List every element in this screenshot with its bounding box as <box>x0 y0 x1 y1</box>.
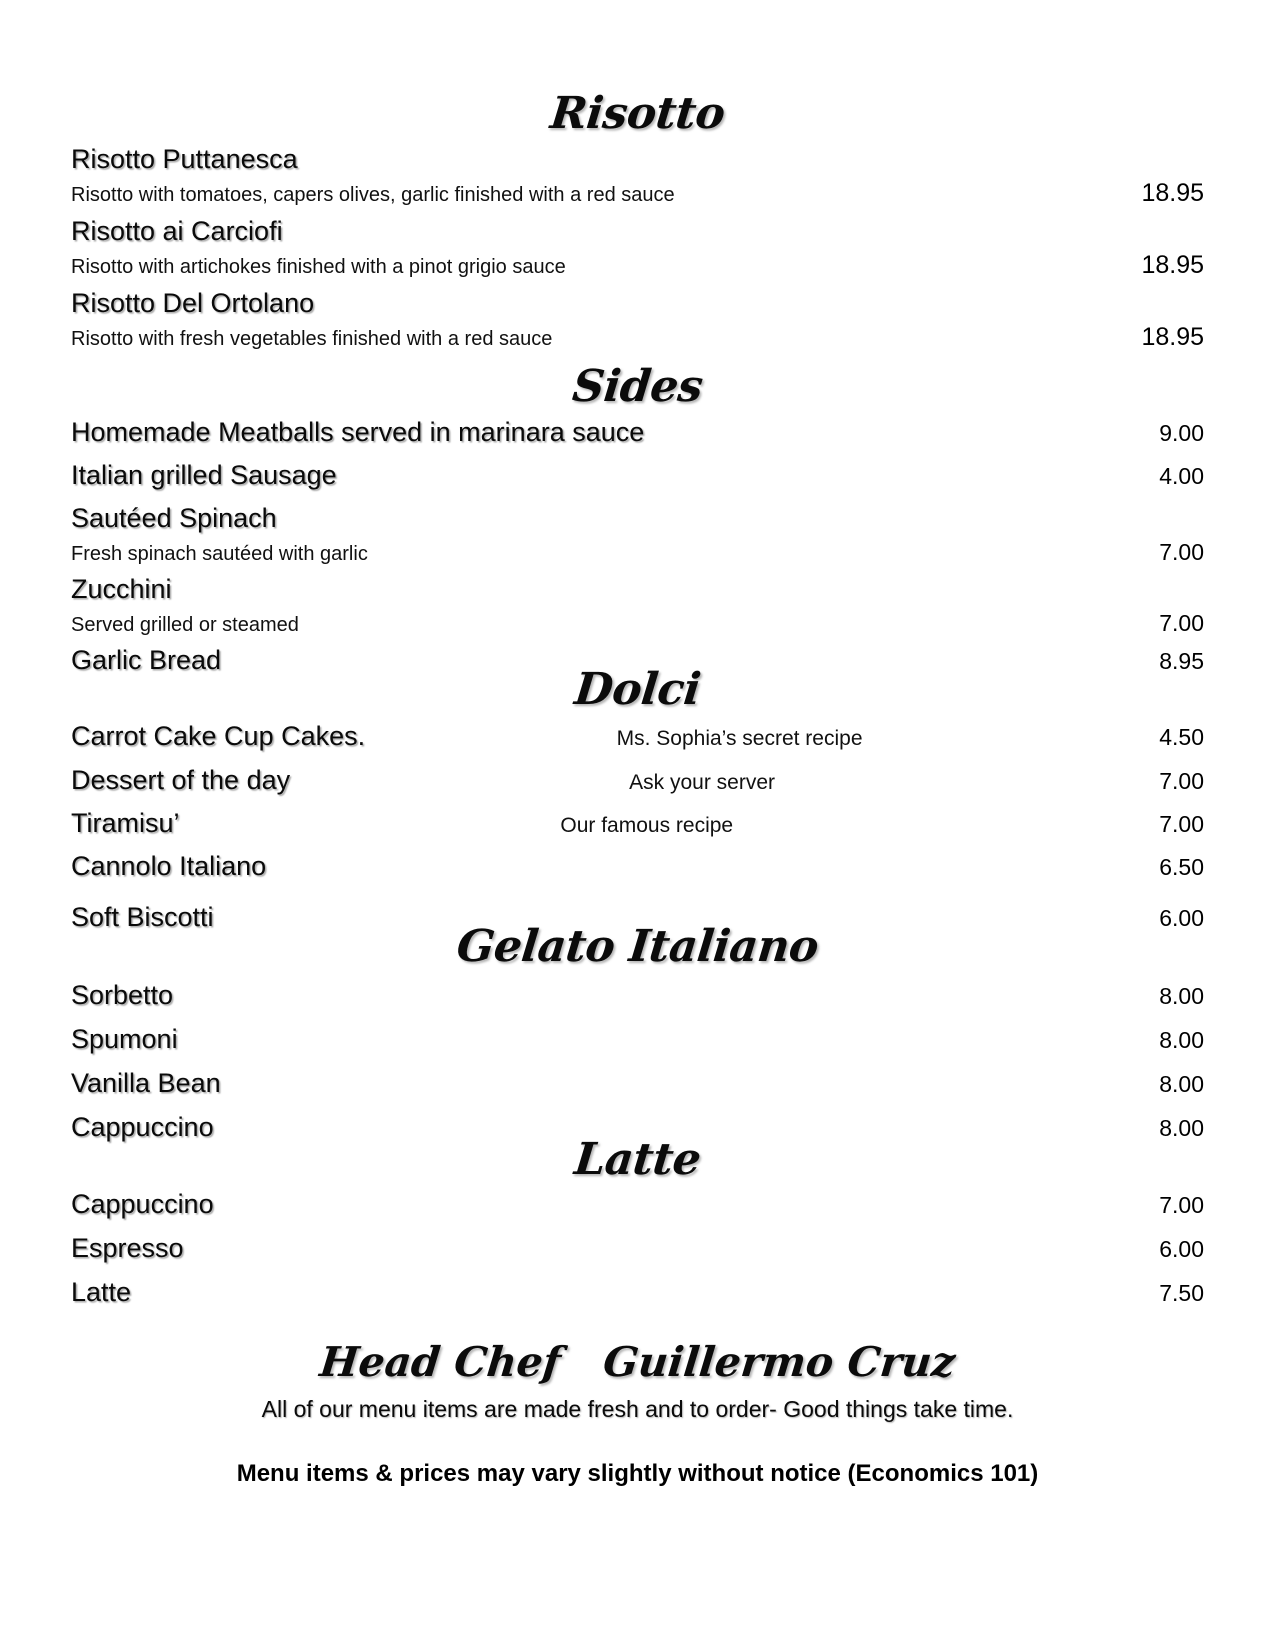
item-price: 8.00 <box>1159 1115 1204 1141</box>
item-name: Cannolo Italiano <box>71 851 267 881</box>
item-price: 7.00 <box>1159 538 1204 565</box>
section-heading-sides <box>71 361 1204 412</box>
item-price: 7.50 <box>1159 1280 1204 1306</box>
item-price: 6.50 <box>1159 854 1204 880</box>
item-price: 6.00 <box>1159 1236 1204 1262</box>
menu-item-risotto-puttanesca <box>71 143 1204 208</box>
item-price: 9.00 <box>1159 420 1204 446</box>
item-description: Fresh spinach sautéed with garlic <box>71 542 368 565</box>
item-price: 18.95 <box>1141 250 1204 279</box>
item-name: Sautéed Spinach <box>71 503 277 533</box>
head-chef-credit <box>71 1340 1204 1385</box>
item-price: 8.95 <box>1159 648 1204 674</box>
item-name: Italian grilled Sausage <box>71 460 337 490</box>
item-name: Zucchini <box>71 574 172 604</box>
menu-tagline <box>71 1396 1204 1424</box>
item-note: Ms. Sophia’s secret recipe <box>616 727 863 750</box>
item-price: 7.00 <box>1159 1192 1204 1218</box>
item-name: Sorbetto <box>71 980 174 1010</box>
menu-item-latte <box>71 1276 1204 1309</box>
menu-item-latte-cappuccino <box>71 1188 1204 1221</box>
menu-item-zucchini <box>71 573 1204 638</box>
section-heading-gelato-italiano <box>71 921 1204 972</box>
section-heading-risotto <box>71 88 1204 139</box>
menu-item-dessert-of-the-day <box>71 764 1204 797</box>
item-name: Latte <box>71 1277 132 1307</box>
item-price: 7.00 <box>1159 768 1204 794</box>
item-description: Risotto with tomatoes, capers olives, garlic finished with a red sauce <box>71 183 675 206</box>
menu-item-spumoni <box>71 1023 1204 1056</box>
section-heading-text: Risotto <box>547 88 728 139</box>
item-name: Risotto Del Ortolano <box>71 288 315 318</box>
item-price: 4.00 <box>1159 463 1204 489</box>
item-price: 7.00 <box>1159 609 1204 636</box>
item-name: Risotto Puttanesca <box>71 144 298 174</box>
section-heading-text: Sides <box>570 361 705 412</box>
item-name: Tiramisu’ <box>71 808 180 838</box>
section-heading-latte <box>71 1134 1204 1185</box>
item-name: Dessert of the day <box>71 765 291 795</box>
item-description: Served grilled or steamed <box>71 613 299 636</box>
item-name: Espresso <box>71 1233 184 1263</box>
head-chef-name: Head Chef Guillermo Cruz <box>317 1338 958 1386</box>
item-name: Carrot Cake Cup Cakes. <box>71 721 366 751</box>
item-name: Soft Biscotti <box>71 902 214 932</box>
section-heading-text: Dolci <box>572 664 703 715</box>
item-description: Risotto with fresh vegetables finished with a red sauce <box>71 327 553 350</box>
section-heading-text: Latte <box>572 1134 704 1185</box>
tagline-text: All of our menu items are made fresh and to order- Good things take time. <box>261 1396 1014 1422</box>
section-heading-text: Gelato Italiano <box>454 921 821 972</box>
menu-item-risotto-ai-carciofi <box>71 215 1204 280</box>
item-price: 8.00 <box>1159 1027 1204 1053</box>
item-price: 8.00 <box>1159 983 1204 1009</box>
menu-item-tiramisu <box>71 807 1204 840</box>
item-name: Spumoni <box>71 1024 178 1054</box>
item-price: 6.00 <box>1159 905 1204 931</box>
item-name: Cappuccino <box>71 1189 214 1219</box>
item-name: Vanilla Bean <box>71 1068 221 1098</box>
section-heading-dolci <box>71 664 1204 715</box>
menu-item-espresso <box>71 1232 1204 1265</box>
menu-item-carrot-cake-cup-cakes <box>71 720 1204 753</box>
item-price: 18.95 <box>1141 322 1204 351</box>
item-name: Risotto ai Carciofi <box>71 216 283 246</box>
item-description: Risotto with artichokes finished with a pinot grigio sauce <box>71 255 566 278</box>
menu-item-sorbetto <box>71 979 1204 1012</box>
menu-item-sauteed-spinach <box>71 502 1204 567</box>
menu-item-italian-grilled-sausage <box>71 459 1204 492</box>
disclaimer-text: Menu items & prices may vary slightly without notice (Economics 101) <box>236 1460 1039 1487</box>
item-price: 18.95 <box>1141 178 1204 207</box>
item-name: Cappuccino <box>71 1112 214 1142</box>
item-note: Our famous recipe <box>560 814 734 837</box>
menu-item-cannolo-italiano <box>71 850 1204 883</box>
item-price: 8.00 <box>1159 1071 1204 1097</box>
menu-item-vanilla-bean <box>71 1067 1204 1100</box>
menu-item-risotto-del-ortolano <box>71 287 1204 352</box>
item-price: 4.50 <box>1159 724 1204 750</box>
item-name: Homemade Meatballs served in marinara sauce <box>71 417 645 447</box>
item-price: 7.00 <box>1159 811 1204 837</box>
item-note: Ask your server <box>629 771 775 794</box>
item-name: Garlic Bread <box>71 645 222 675</box>
menu-item-homemade-meatballs <box>71 416 1204 449</box>
menu-disclaimer <box>71 1460 1204 1489</box>
